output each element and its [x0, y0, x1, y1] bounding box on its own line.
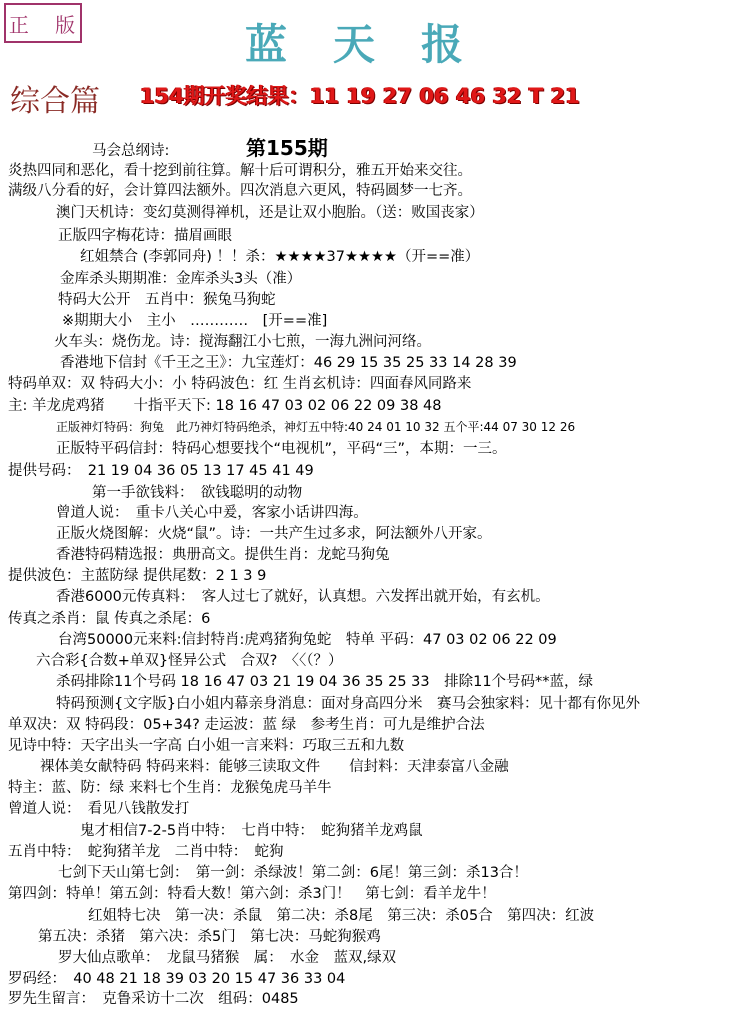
text-line: 罗码经： 40 48 21 18 39 03 20 15 47 36 33 04: [8, 971, 346, 987]
genuine-badge: 正 版: [4, 3, 82, 43]
text-line: 鬼才相信7-2-5肖中特： 七肖中特： 蛇狗猪羊龙鸡鼠: [80, 823, 423, 839]
text-line: 罗先生留言： 克鲁采访十二次 组码：0485: [8, 991, 299, 1007]
text-line: 第一手欲钱料： 欲钱聪明的动物: [92, 485, 303, 501]
text-line: 五肖中特： 蛇狗猪羊龙 二肖中特： 蛇狗: [8, 844, 284, 860]
text-line: 曾道人说： 重卡八关心中爰，客家小话讲四海。: [56, 505, 368, 521]
text-line: 正版特平码信封：特码心想要找个“电视机”，平码“三”，本期：一三。: [56, 441, 507, 457]
text-line: 第五决：杀猪 第六决：杀5门 第七决：马蛇狗猴鸡: [38, 929, 381, 945]
section-title: 综合篇: [10, 84, 100, 119]
text-line: 七剑下天山第七剑： 第一剑：杀绿波！第二剑：6尾！第三剑：杀13合！: [58, 865, 528, 881]
text-line: 香港6000元传真料： 客人过七了就好，认真想。六发挥出就开始，有玄机。: [56, 589, 550, 605]
text-line: 红姐禁合 (李郭同舟) ！！杀：★★★★37★★★★（开==准）: [80, 249, 480, 265]
text-line: 红姐特七决 第一决：杀鼠 第二决：杀8尾 第三决：杀05合 第四决：红波: [88, 908, 595, 924]
text-line: 火车头：烧伤龙。诗：搅海翻江小七煎，一海九洲问河络。: [54, 334, 431, 350]
text-line: 特码大公开 五肖中：猴兔马狗蛇: [58, 292, 276, 308]
text-line: 特码单双：双 特码大小：小 特码波色：红 生肖玄机诗：四面春风同路来: [8, 376, 472, 392]
issue-number: 第155期: [246, 136, 328, 160]
text-line: 提供号码： 21 19 04 36 05 13 17 45 41 49: [8, 463, 314, 479]
text-line: 澳门天机诗：变幻莫测得禅机，还是让双小胞胎。（送：败国丧家）: [56, 205, 484, 221]
text-line: 特主：蓝、防：绿 来料七个生肖：龙猴兔虎马羊牛: [8, 780, 332, 796]
text-line: 金库杀头期期准：金库杀头3头（准）: [60, 271, 302, 287]
text-line: 正版火烧图解：火烧“鼠”。诗：一共产生过多求，阿法额外八开家。: [56, 526, 492, 542]
text-line: 见诗中特：天字出头一字高 白小姐一言来料：巧取三五和九数: [8, 738, 405, 754]
text-line: 提供波色：主蓝防绿 提供尾数：2 1 3 9: [8, 568, 267, 584]
text-line: 正版神灯特码：狗兔 此乃神灯特码绝杀，神灯五中特:40 24 01 10 32 五个平:44 07 30 12 26: [56, 420, 576, 434]
text-line: 正版四字梅花诗：描眉画眼: [58, 228, 232, 244]
text-line: 主: 羊龙虎鸡猪 十指平天下: 18 16 47 03 02 06 22 09 38 48: [8, 398, 442, 414]
text-line: 六合彩{合数+单双}怪异公式 合双? 〈〈（？）: [36, 653, 343, 669]
text-line: ※期期大小 主小 ………… [开==准]: [62, 313, 328, 329]
text-line: 传真之杀肖：鼠 传真之杀尾：6: [8, 611, 211, 627]
text-line: 台湾50000元来料:信封特肖:虎鸡猪狗兔蛇 特单 平码：47 03 02 06 22 09: [58, 632, 557, 648]
text-line: 满级八分看的好，会计算四法额外。四次消息六更风，特码圆梦一七齐。: [8, 183, 472, 199]
text-line: 炎热四同和恶化，看十挖到前往算。解十后可谓积分，雅五开始来交往。: [8, 163, 472, 179]
text-line: 曾道人说： 看见八钱散发打: [8, 801, 190, 817]
text-line: 单双决：双 特码段：05+34? 走运波：蓝 绿 参考生肖：可九是维护合法: [8, 717, 485, 733]
text-line: 裸体美女献特码 特码来料：能够三读取文件 信封料：天津泰富八金融: [40, 759, 509, 775]
text-line: 罗大仙点歌单： 龙鼠马猪猴 属： 水金 蓝双,绿双: [58, 950, 397, 966]
text-line: 马会总纲诗:: [92, 143, 170, 159]
newspaper-title: 蓝天报: [245, 20, 510, 69]
text-line: 香港地下信封《千王之王》：九宝莲灯：46 29 15 35 25 33 14 28 39: [60, 355, 517, 371]
text-line: 香港特码精选报：典册高文。提供生肖：龙蛇马狗兔: [56, 547, 390, 563]
text-line: 杀码排除11个号码 18 16 47 03 21 19 04 36 35 25 33 排除11个号码**蓝，绿: [56, 674, 594, 690]
text-line: 第四剑：特单！第五剑：特看大数！第六剑：杀3门！ 第七剑：看羊龙牛！: [8, 886, 496, 902]
text-line: 特码预测{文字版}白小姐内幕亲身消息：面对身高四分米 赛马会独家料：见十都有你见外: [56, 696, 640, 712]
previous-draw-result: 154期开奖结果：11 19 27 06 46 32 T 21: [140, 84, 580, 108]
